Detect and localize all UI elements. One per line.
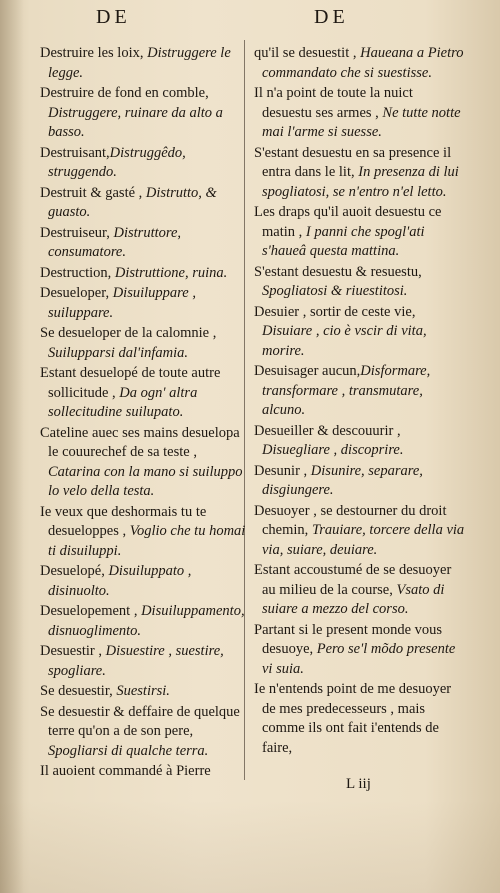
dictionary-entry [254, 502, 466, 561]
running-head-right: DE [314, 6, 349, 28]
entry-headword: Estant desuelopé de toute autre sollicitude , [40, 365, 221, 401]
entry-translation: Pero se'l mõdo presente vi suia. [262, 641, 456, 677]
entry-headword: Destruisant, [40, 144, 110, 161]
dictionary-entry [254, 462, 466, 501]
dictionary-entry [40, 284, 246, 323]
dictionary-entry [254, 303, 466, 362]
entry-translation: I panni che spogl'ati s'haueâ questa mattina. [262, 223, 425, 259]
entry-translation: Distruttione, ruina. [111, 264, 228, 281]
dictionary-entry [254, 263, 466, 302]
left-column [40, 44, 246, 783]
dictionary-entry [254, 144, 466, 203]
entry-headword: Se desuestir & deffaire de quelque terre qu'on a de son pere, [40, 703, 240, 739]
entry-translation: Suestirsi. [112, 683, 170, 699]
entry-translation: Distrutto, & guasto. [48, 184, 217, 220]
dictionary-entry [40, 364, 246, 423]
entry-translation: Spogliatosi & riuestitosi. [262, 283, 408, 299]
dictionary-entry [40, 503, 246, 562]
dictionary-entry [40, 324, 246, 363]
entry-translation: Disunire, separare, disgiungere. [262, 462, 423, 498]
entry-headword: Cateline auec ses mains desuelopa le couurechef de sa teste , [40, 424, 240, 460]
entry-headword: Se desueloper de la calomnie , [40, 325, 217, 341]
entry-headword: Ie n'entends point de me desuoyer de mes predecesseurs , mais comme ils ont fait i'entends de faire, [254, 681, 452, 756]
entry-translation: In presenza di lui spogliatosi, se n'entro n'el letto. [262, 164, 459, 200]
entry-translation: Distruggêdo, struggendo. [48, 144, 186, 180]
entry-headword: Desuelopé, [40, 563, 105, 579]
dictionary-entry [40, 602, 246, 641]
entry-headword: Estant accoustumé de se desuoyer au milieu de la course, [254, 562, 452, 598]
binding-shadow [0, 0, 24, 893]
entry-translation: Disuestire , suestire, spogliare. [48, 643, 224, 679]
dictionary-entry [40, 224, 246, 263]
page-folio: L iij [346, 776, 371, 792]
entry-headword: Il auoient commandé à Pierre [40, 763, 211, 779]
entry-headword: S'estant desuestu & resuestu, [254, 263, 422, 280]
entry-headword: Ie veux que deshormais tu te desueloppes , [40, 503, 207, 539]
entry-headword: Destruire les loix, [40, 45, 144, 61]
dictionary-entry [40, 562, 246, 601]
entry-headword: Destruction, [40, 264, 112, 281]
dictionary-entry [40, 642, 246, 681]
dictionary-entry [254, 44, 466, 83]
dictionary-entry [254, 680, 466, 758]
dictionary-entry [40, 184, 246, 223]
dictionary-entry [40, 424, 246, 502]
entry-headword: Desueiller & descouurir , [254, 422, 401, 439]
dictionary-entry [40, 144, 246, 183]
entry-translation: Da ogn' altra sollecitudine suilupato. [48, 384, 198, 420]
entry-translation: Disuegliare , discoprire. [262, 442, 404, 458]
dictionary-entry [40, 44, 246, 83]
entry-headword: S'estant desuestu en sa presence il entra dans le lit, [254, 144, 452, 180]
entry-headword: Se desuestir, [40, 683, 113, 699]
entry-translation: Distruggere, ruinare da alto a basso. [48, 104, 223, 140]
dictionary-entry [40, 264, 246, 284]
entry-headword: Desunir , [254, 462, 308, 479]
entry-translation: Disuiluppato , disinuolto. [48, 563, 192, 599]
dictionary-entry [254, 561, 466, 620]
entry-headword: Desuisager aucun, [254, 363, 361, 379]
entry-headword: Desueloper, [40, 285, 110, 301]
dictionary-entry [40, 762, 246, 782]
entry-translation: Vsato di suiare a mezzo del corso. [262, 581, 445, 617]
entry-headword: Il n'a point de toute la nuict desuestu ses armes , [254, 85, 413, 121]
entry-headword: Desuoyer , se destourner du droit chemin, [254, 502, 447, 538]
entry-headword: Desuelopement , [40, 603, 138, 619]
right-column [254, 44, 466, 759]
entry-translation: Disuiare , cio è vscir di vita, morire. [262, 323, 427, 359]
entry-headword: Destruiseur, [40, 224, 110, 241]
entry-headword: Desuestir , [40, 643, 103, 659]
entry-translation: Haueana a Pietro commandato che si suestisse. [262, 45, 464, 81]
dictionary-entry [254, 422, 466, 461]
entry-headword: Destruire de fond en comble, [40, 85, 209, 101]
entry-headword: Les draps qu'il auoit desuestu ce matin , [254, 204, 442, 240]
entry-translation: Trauiare, torcere della via via, suiare, deuiare. [262, 522, 465, 558]
entry-translation: Catarina con la mano si suiluppo lo velo della testa. [48, 463, 243, 499]
entry-headword: Destruit & gasté , [40, 184, 143, 201]
dictionary-entry [254, 362, 466, 421]
entry-translation: Distruggere le legge. [48, 45, 231, 81]
entry-translation: Voglio che tu homai ti disuiluppi. [48, 523, 246, 559]
dictionary-entry [40, 84, 246, 143]
dictionary-entry [254, 621, 466, 680]
entry-translation: Disformare, transformare , transmutare, alcuno. [262, 363, 431, 418]
entry-translation: Disuiluppare , suiluppare. [48, 285, 196, 321]
entry-translation: Disuiluppamento, disnuoglimento. [48, 603, 245, 639]
entry-headword: Partant si le present monde vous desuoye, [254, 621, 443, 657]
dictionary-entry [254, 203, 466, 262]
dictionary-entry [40, 703, 246, 762]
entry-headword: Desuier , sortir de ceste vie, [254, 303, 416, 320]
entry-headword: qu'il se desuestit , [254, 45, 357, 61]
dictionary-entry [40, 682, 246, 702]
entry-translation: Spogliarsi di qualche terra. [48, 742, 209, 759]
bottom-margin [0, 800, 500, 893]
entry-translation: Distruttore, consumatore. [48, 224, 182, 260]
entry-translation: Suilupparsi dal'infamia. [48, 344, 189, 361]
entry-translation: Ne tutte notte mai l'arme si suesse. [262, 104, 461, 140]
dictionary-entry [254, 84, 466, 143]
running-head-left: DE [96, 6, 131, 28]
